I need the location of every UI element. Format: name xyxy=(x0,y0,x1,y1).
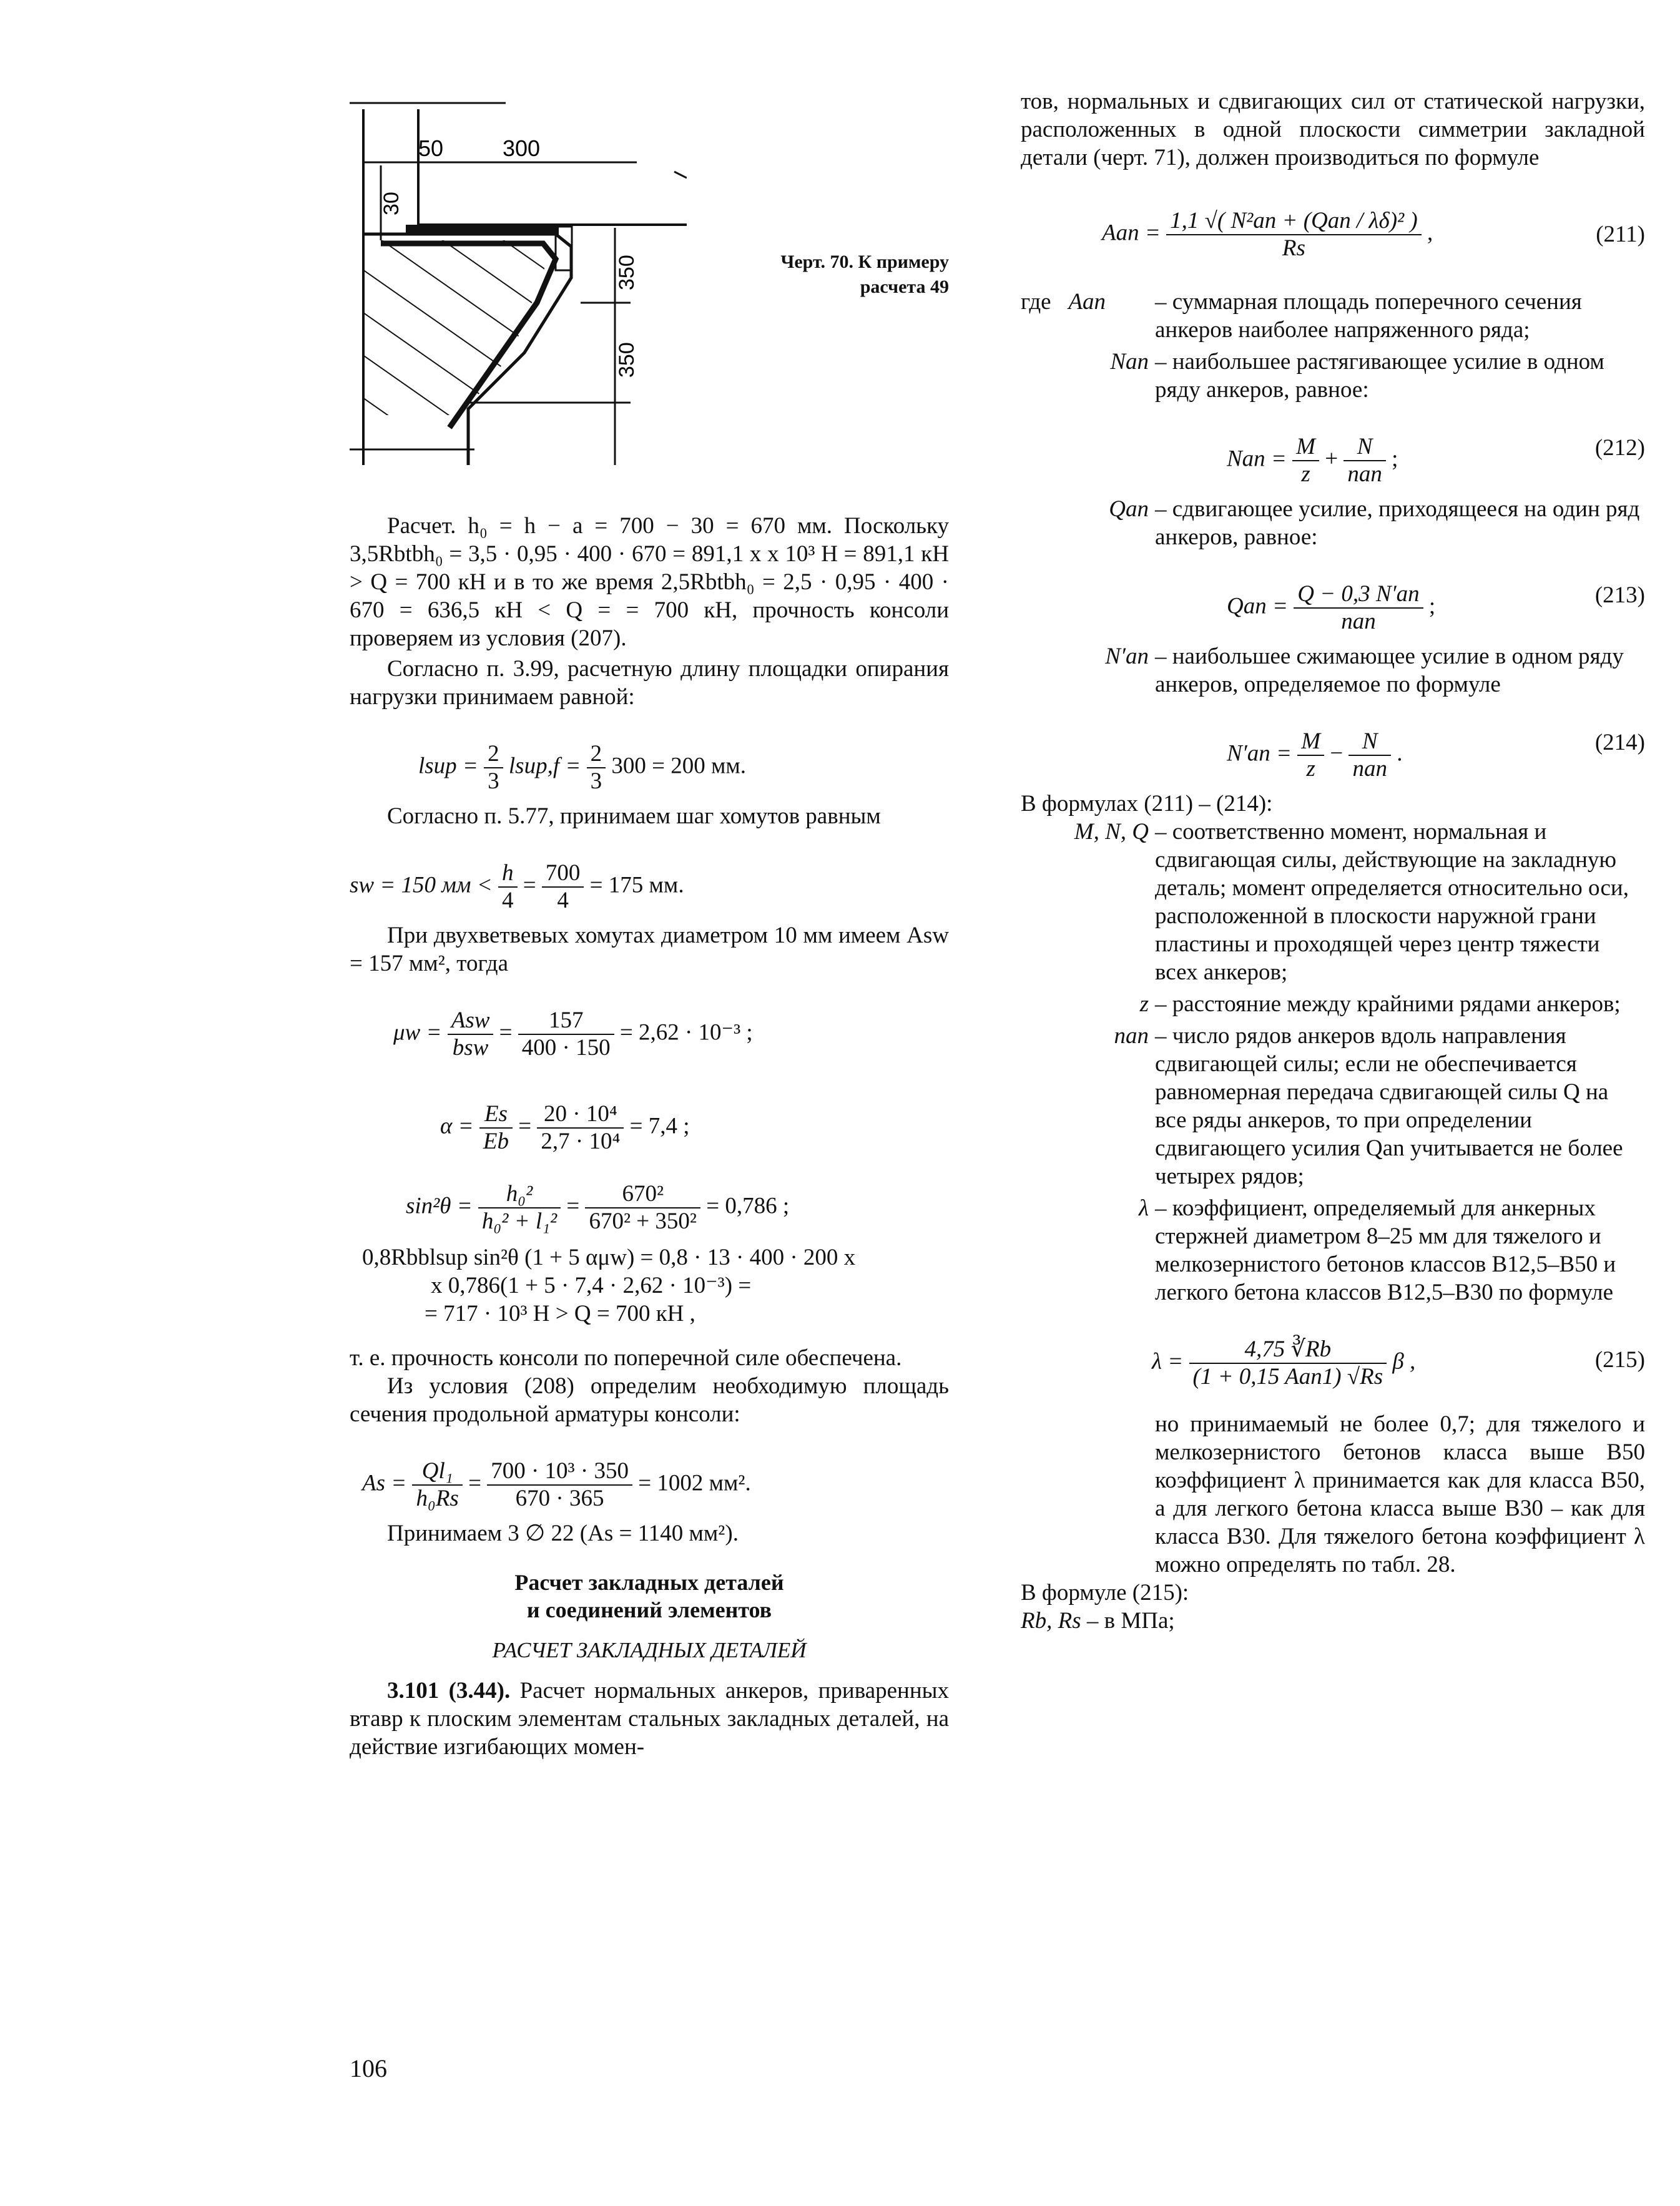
definitions-1 xyxy=(1021,288,1645,404)
formula-mu: μw = $\frac{\text{Asw}}{\text{bsw}}$ = $\frac{157}{400 \cdot 150}$ = 2,62 · 10⁻³ ; xyxy=(393,1007,753,1061)
paragraph-lambda-note: но принимаемый не более 0,7; для тяжелого и мелкозернистого бетонов класса выше В50 коэффициент λ принимается как для класса В50, а для легкого бетона класса выше В30 – как для класса В30. Для тяжелого бетона коэффициент λ можно определять по табл. 28. xyxy=(1155,1411,1645,1577)
sw-lhs: sw = 150 мм < xyxy=(350,872,493,898)
paragraph-units: Rb, Rs – в МПа; xyxy=(1021,1608,1175,1634)
formula-as: As = $\frac{\text{Ql₁}}{\text{h₀Rs}}$ = $\frac{\text{700 · 10³ · 350}}{670 \cdot 365}$ = 1002 мм². xyxy=(362,1458,751,1511)
formula-long: 0,8Rbblsup sin²θ (1 + 5 αμw) = 0,8 · 13 · 400 · 200 x x 0,786(1 + 5 · 7,4 · 2,62 · 10⁻³) = = 717 · 10³ Н > Q = 700 кН , xyxy=(362,1245,856,1326)
clause-text: Расчет нормальных анкеров, приваренных втавр к плоским элементам стальных закладных деталей, на действие изгибающих момен- xyxy=(350,1678,949,1760)
dim-350-top: 350 xyxy=(615,255,639,290)
formula-lsup: lsup = $\frac{2}{3}$ lsup,f = $\frac{2}{3}$ 300 = 200 мм. xyxy=(418,741,747,794)
formula-alpha: α = $\frac{Es}{Eb}$ = $\frac{\text{20 · 10⁴}}{\text{2,7 · 10⁴}}$ = 7,4 ; xyxy=(440,1101,690,1154)
clause-number: 3.101 (3.44). xyxy=(387,1678,511,1704)
paragraph-3-101 xyxy=(350,1677,949,1761)
formula-sw: sw = 150 мм < $\frac{h}{4}$ = $\frac{700}{4}$ = 175 мм. xyxy=(350,860,684,913)
def-mnq: M, N, Q – соответственно момент, нормальная и сдвигающая силы, действующие на закладную деталь; момент определяется относительно оси, расположенной в плоскости наружной грани пластины и проходящей через центр тяжести всех анкеров; xyxy=(1074,819,1629,985)
figure-caption xyxy=(724,250,949,300)
paragraph-twobranch: При двухветвевых хомутах диаметром 10 мм имеем Asw = 157 мм², тогда xyxy=(350,923,949,976)
def-n1an: N′an – наибольшее сжимающее усилие в одном ряду анкеров, определяемое по формуле xyxy=(1105,644,1624,697)
dim-300: 300 xyxy=(503,135,541,161)
def-aan: где Aan – суммарная площадь поперечного сечения анкеров наиболее напряженного ряда; xyxy=(1021,289,1582,343)
page-number: 106 xyxy=(350,2054,387,2082)
paragraph-support: Согласно п. 3.99, расчетную длину площадки опирания нагрузки принимаем равной: xyxy=(350,656,949,710)
caption-label: Черт. 70. xyxy=(780,252,853,272)
dim-350-bottom: 350 xyxy=(615,342,639,378)
formula-213: Qan = $\frac{Q - 0,3 N'an}{\text{nan}}$ ; (213) xyxy=(1227,581,1645,634)
lsup-rhs: 300 = 200 мм. xyxy=(611,753,747,779)
section-subheading: РАСЧЕТ ЗАКЛАДНЫХ ДЕТАЛЕЙ xyxy=(492,1638,807,1662)
formula-sin: sin²θ = $\frac{\text{h₀²}}{\text{h₀² + l₁²}}$ = $\frac{\text{670²}}{\text{670² + 350²}}$ = 0,786 ; xyxy=(406,1181,790,1234)
paragraph-ensured: т. е. прочность консоли по поперечной силе обеспечена. xyxy=(350,1345,902,1371)
definitions-2 xyxy=(1021,818,1645,1306)
formula-212: Nan = $\frac{M}{z}$ + $\frac{N}{\text{nan}}$ ; (212) xyxy=(1227,434,1645,487)
figure-70-drawing xyxy=(350,91,687,465)
formula-215: λ = $\frac{4,75 ∛Rb}{\text{(1 + 0,15 Aan1) √Rs}}$ β , (215) xyxy=(1152,1336,1645,1390)
eq-211: (211) xyxy=(1596,222,1645,247)
right-column xyxy=(1021,87,1645,1635)
dim-50: 50 xyxy=(418,135,444,161)
paragraph-in215: В формуле (215): xyxy=(1021,1580,1189,1605)
paragraph-accept: Принимаем 3 ∅ 22 (As = 1140 мм²). xyxy=(387,1521,739,1546)
formula-214: N′an = $\frac{M}{z}$ − $\frac{N}{\text{nan}}$ . (214) xyxy=(1227,728,1645,782)
break-line xyxy=(674,172,687,178)
eq-214: (214) xyxy=(1594,730,1645,755)
paragraph-informulas: В формулах (211) – (214): xyxy=(1021,791,1273,816)
eq-213: (213) xyxy=(1594,582,1645,608)
left-column xyxy=(350,512,949,1761)
paragraph-calc: Расчет. h₀ = h − a = 700 − 30 = 670 мм. Поскольку 3,5Rbtbh₀ = 3,5 · 0,95 · 400 · 670 = 891,1 x x 10³ Н = 891,1 кН > Q = 700 кН и в то же время 2,5Rbtbh₀ = 2,5 · 0,95 · 400 · 670 = 636,5 кН < Q = = 700 кН, прочность консоли проверяем из условия (207). xyxy=(350,513,949,651)
section-heading: Расчет закладных деталей и соединений элементов xyxy=(514,1570,784,1622)
formula-211: Aan = $\frac{\text{1,1 √( N²an + (Qan / λδ)² )}}{Rs}$ , (211) xyxy=(1102,208,1645,261)
dim-30: 30 xyxy=(380,192,403,215)
def-nan-count: nan – число рядов анкеров вдоль направления сдвигающей силы; если не обеспечивается равномерная передача сдвигающей силы Q на все ряды анкеров, то при определении сдвигающего усилия Qan учитывается не более четырех рядов; xyxy=(1114,1023,1623,1189)
def-nan: Nan – наибольшее растягивающее усилие в одном ряду анкеров, равное: xyxy=(1110,349,1604,403)
sw-rhs: = 175 мм. xyxy=(589,872,684,898)
def-qan: Qan – сдвигающее усилие, приходящееся на один ряд анкеров, равное: xyxy=(1109,496,1640,550)
paragraph-condition: Из условия (208) определим необходимую площадь сечения продольной арматуры консоли: xyxy=(350,1373,949,1427)
lsup-lhs: lsup = xyxy=(418,753,478,779)
lsup-mid: lsup,f = xyxy=(508,753,581,779)
paragraph-stirrups: Согласно п. 5.77, принимаем шаг хомутов равным xyxy=(387,803,881,829)
bearing-plate xyxy=(406,225,559,235)
paragraph-continued: тов, нормальных и сдвигающих сил от статической нагрузки, расположенных в одной плоскости симметрии закладной детали (черт. 71), должен производиться по формуле xyxy=(1021,89,1645,170)
def-lambda: λ – коэффициент, определяемый для анкерных стержней диаметром 8–25 мм для тяжелого и мелкозернистого бетонов классов В12,5–В50 и легкого бетона классов В12,5–В30 по формуле xyxy=(1138,1195,1616,1305)
def-z: z – расстояние между крайними рядами анкеров; xyxy=(1139,991,1621,1017)
eq-212: (212) xyxy=(1594,435,1645,461)
caption-text: К примеру расчета 49 xyxy=(858,252,949,297)
eq-215: (215) xyxy=(1594,1347,1645,1373)
